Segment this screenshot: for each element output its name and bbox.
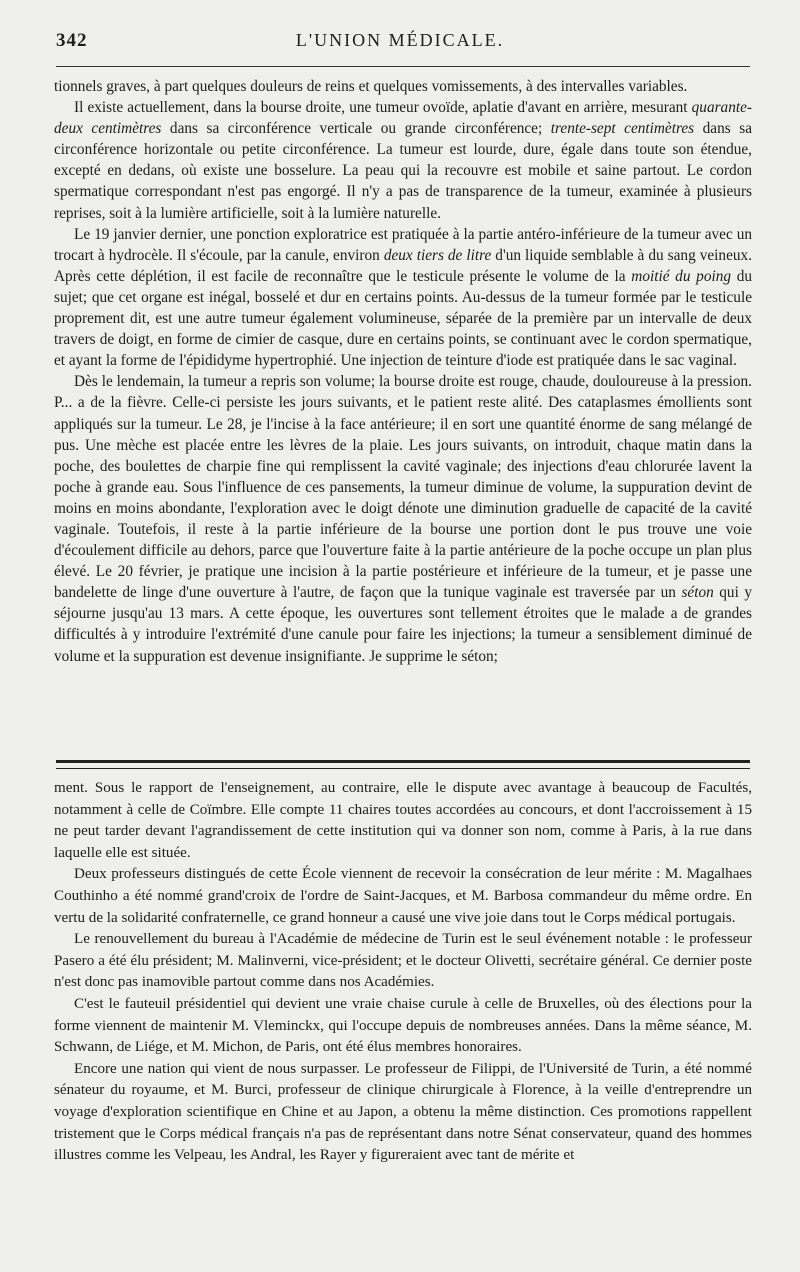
- section-separator: [56, 760, 750, 769]
- chronicle-text: [54, 778, 752, 1167]
- paragraph: Le 19 janvier dernier, une ponction exploratrice est pratiquée à la partie antéro-inférieure de la tumeur avec un trocart à hydrocèle. Il s'écoule, par la canule, environ deux tiers de litre d'un liquide semblable à du sang veineux. Après cette déplétion, il est facile de reconnaître que le testicule présente le volume de la moitié du poing du sujet; que cet organe est inégal, bosselé et dur en certains points. Au-dessus de la tumeur formée par le testicule proprement dit, est une autre tumeur également volumineuse, séparée de la première par un intervalle de deux travers de doigt, en forme de cimier de casque, dure en certains points, se continuant avec le cordon spermatique, et ayant la forme de l'épididyme hypertrophié. Une injection de teinture d'iode est pratiquée dans le sac vaginal.: [54, 225, 752, 370]
- paragraph: Deux professeurs distingués de cette École viennent de recevoir la consécration de leur mérite : M. Magalhaes Couthinho a été nommé grand'croix de l'ordre de Saint-Jacques, et M. Barbosa commandeur du même ordre. En vertu de la solidarité confraternelle, ce grand honneur a causé une vive joie dans tout le Corps médical portugais.: [54, 866, 752, 926]
- running-head: [48, 30, 752, 56]
- header-rule: [56, 66, 750, 67]
- journal-title: L'UNION MÉDICALE.: [295, 30, 505, 50]
- paragraph: ment. Sous le rapport de l'enseignement, au contraire, elle le dispute avec avantage à beaucoup de Facultés, notamment à celle de Coïmbre. Elle compte 11 chaires toutes accordées au concours, et dont l'accroissement à 15 ne peut tarder devant l'agrandissement de cette institution qui va donner son nom, comme à Paris, à la rue dans laquelle elle est située.: [54, 780, 752, 861]
- paragraph: Le renouvellement du bureau à l'Académie de médecine de Turin est le seul événement notable : le professeur Pasero a été élu président; M. Malinverni, vice-président; et le docteur Olivetti, secrétaire général. Ce dernier poste n'est donc pas inamovible partout comme dans nos Académies.: [54, 931, 752, 991]
- paragraph: C'est le fauteuil présidentiel qui devient une vraie chaise curule à celle de Bruxelles, où des élections pour la forme viennent de maintenir M. Vleminckx, qui l'occupe depuis de nombreuses années. Dans la même séance, M. Schwann, de Liége, et M. Michon, de Paris, ont été élus membres honoraires.: [54, 995, 752, 1056]
- paragraph: Il existe actuellement, dans la bourse droite, une tumeur ovoïde, aplatie d'avant en arrière, mesurant quarante-deux centimètres dans sa circonférence verticale ou grande circonférence; trente-sept centimètres dans sa circonférence horizontale ou petite circonférence. La tumeur est lourde, dure, égale dans toute son étendue, excepté en dedans, où existe une bosselure. La peau qui la recouvre est mobile et saine partout. Le cordon spermatique correspondant n'est pas engorgé. Il n'y a pas de transparence de la tumeur, examinée à plusieurs reprises, soit à la lumière artificielle, soit à la lumière naturelle.: [54, 99, 752, 222]
- clinical-case-text: [54, 76, 752, 667]
- paragraph: Dès le lendemain, la tumeur a repris son volume; la bourse droite est rouge, chaude, douloureuse à la pression. P... a de la fièvre. Celle-ci persiste les jours suivants, et le patient reste alité. Des cataplasmes émollients sont appliqués sur la tumeur. Le 28, je l'incise à la face antérieure; il en sort une quantité énorme de sang mélangé de pus. Une mèche est placée entre les lèvres de la plaie. Les jours suivants, on introduit, chaque matin dans la poche, des boulettes de charpie fine qui remplissent la cavité vaginale; des injections d'eau chlorurée lavent la poche à grande eau. Sous l'influence de ces pansements, la tumeur diminue de volume, la suppuration devint de moins en moins abondante, l'exploration avec le doigt dénote une diminution graduelle de capacité de la cavité vaginale. Toutefois, il reste à la partie inférieure de la bourse une portion dont le pus trouve une voie d'écoulement difficile au dehors, parce que l'ouverture faite à la partie antérieure de la poche occupe un plan plus élevé. Le 20 février, je pratique une incision à la partie postérieure et inférieure de la tumeur, et je passe une bandelette de linge d'une ouverture à l'autre, de façon que la tunique vaginale est traversée par un séton qui y séjourne jusqu'au 13 mars. A cette époque, les ouvertures sont tellement étroites que le malade a de grandes difficultés à y introduire l'extrémité d'une canule pour faire les injections; la tumeur a sensiblement diminué de volume et la suppuration est devenue insignifiante. Je supprime le séton;: [54, 373, 753, 665]
- paragraph: tionnels graves, à part quelques douleurs de reins et quelques vomissements, à des intervalles variables.: [54, 78, 688, 95]
- page-number: 342: [56, 30, 88, 51]
- paragraph: Encore une nation qui vient de nous surpasser. Le professeur de Filippi, de l'Université de Turin, a été nommé sénateur du royaume, et M. Burci, professeur de clinique chirurgicale à Florence, à la veille d'entreprendre un voyage d'exploration scientifique en Chine et au Japon, a obtenu la même distinction. Ces promotions rappellent tristement que le Corps médical français n'a pas de représentant dans notre Sénat conservateur, quand des hommes illustres comme les Velpeau, les Andral, les Rayer y figureraient avec tant de mérite et: [54, 1060, 752, 1164]
